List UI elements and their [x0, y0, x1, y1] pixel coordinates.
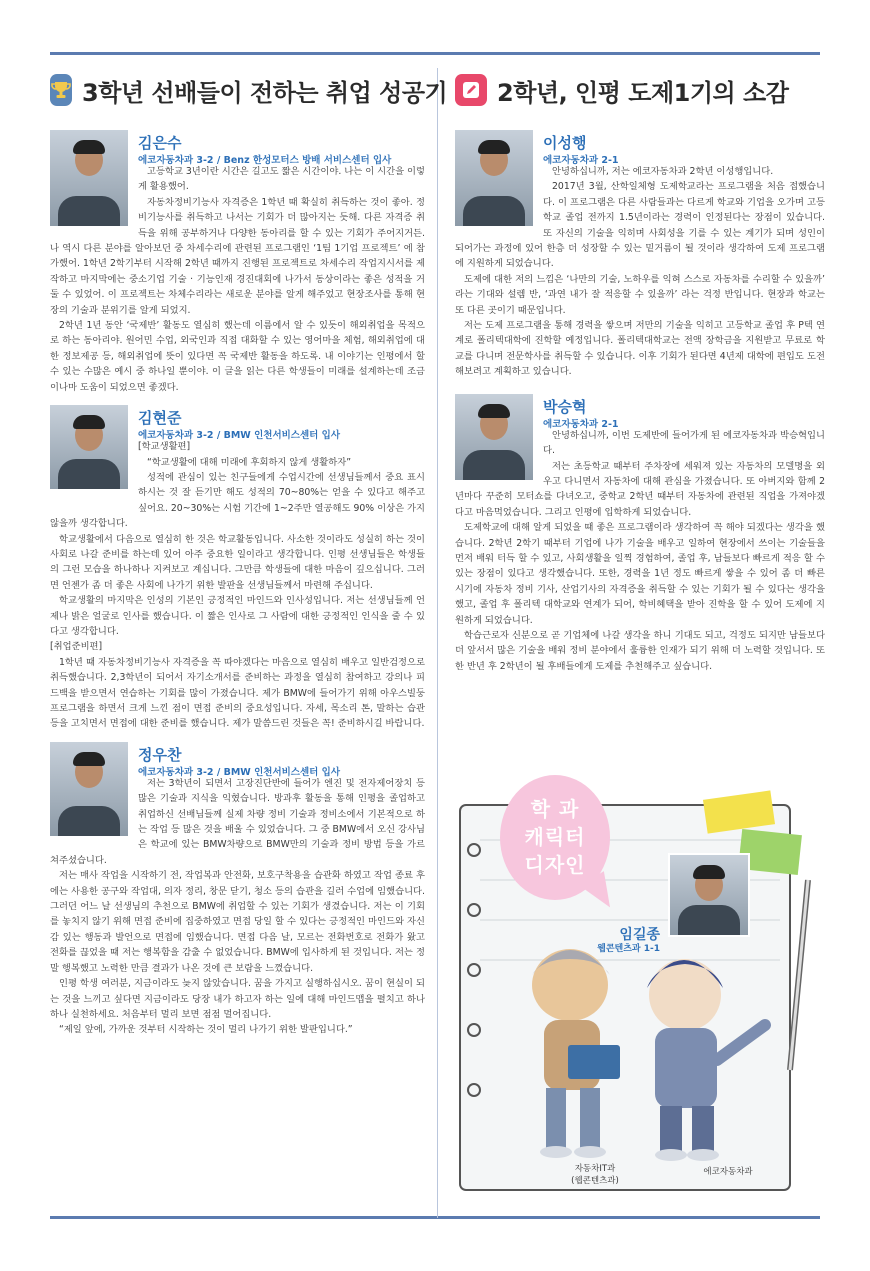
- person-dept: 에코자동차과 3-2 / Benz 한성모터스 방배 서비스센터 입사: [138, 155, 392, 166]
- paragraph: [취업준비편]: [50, 641, 103, 653]
- paragraph: 안녕하십니까, 이번 도제반에 들어가게 된 에코자동차과 박승혁입니다.: [543, 429, 825, 457]
- person-dept: 에코자동차과 3-2 / BMW 인천서비스센터 입사: [138, 430, 340, 442]
- paragraph: 고등학교 3년이란 시간은 길고도 짧은 시간이야. 나는 이 시간을 이렇게 활용했어.: [138, 166, 425, 193]
- paragraph: [학교생활편]: [138, 441, 191, 453]
- portrait-photo: [50, 742, 128, 836]
- paragraph: 저는 매사 작업을 시작하기 전, 작업복과 안전화, 보호구착용을 습관화 하였고 작업 종료 후에는 사용한 공구와 작업대, 의자 정리, 창문 닫기, 청소 등의 습관을 길러 수업에 임했습니다. 그러던 어느 날 선생님의 추천으로 BMW에 취업할 수 있는 기회가 생겼습니다. 저는 이 기회를 놓치지 않기 위해 면접 준비에 집중하였고 면접 당일 할 수 있다는 긍정적인 마인드와 자신감 있는 행동과 발언으로 면접에 임했습니다. 면접 다음 날, 모르는 전화번호로 전화가 왔고 전화를 끊었을 때 저는 행복함을 감출 수 없었습니다. BMW에 입사하게 된 것입니다. 저는 정말 행복했고 노력한 만큼 결과가 나온 것에 큰 보람을 느꼈습니다.: [50, 870, 425, 974]
- paragraph: “제일 앞에, 가까운 것부터 시작하는 것이 멀리 나가기 위한 발판입니다.”: [59, 1024, 353, 1036]
- paragraph: 저는 도제 프로그램을 통해 경력을 쌓으며 저만의 기술을 익히고 고등학교 졸업 후 P텍 연계로 폴리텍대학에 진학할 예정입니다. 폴리텍대학교는 전액 장학금을 지원받고 무료로 학교를 다니며 전문학사를 취득할 수 있습니다. 이후 기회가 된다면 4년제 대학에 편입도 도전해보려고 계획하고 있습니다.: [455, 320, 825, 378]
- person-dept: 에코자동차과 2-1: [543, 418, 619, 430]
- bubble-text: [500, 795, 610, 879]
- bubble-line: 학 과: [530, 797, 580, 821]
- person-dept: 에코자동차과 2-1: [543, 155, 619, 166]
- paragraph: 도제에 대한 저의 느낌은 ‘나만의 기술, 노하우를 익혀 스스로 자동차를 수리할 수 있을까’ 라는 기대와 설렘 반, ‘과연 내가 잘 적응할 수 있을까’ 라는 걱정 반입니다. 현장과 학교는 또 다른 곳이기 때문입니다.: [455, 273, 825, 316]
- designer-dept: 웹콘텐츠과 1-1: [597, 944, 660, 954]
- person-name: 박승혁: [543, 397, 587, 416]
- profile-kim-eunsu: [50, 130, 425, 395]
- right-section-title: 2학년, 인평 도제1기의 소감: [497, 78, 789, 107]
- designer-portrait-photo: [668, 853, 750, 937]
- paragraph: 저는 3학년이 되면서 고장진단반에 들어가 엔진 및 전자제어장치 등 많은 기술과 지식을 익혔습니다. 방과후 활동을 통해 인평을 졸업하고 취업하신 선배님들께 실제 차량 정비 기술과 정비소에서 기본적으로 하는 작업 등 많은 것을 배울 수 있었습니다. 그 중 BMW에서 오신 강사님은 학교에 있는 BMW차량으로 BMW만의 기술과 정비 방법 등을 가르쳐주셨습니다.: [50, 777, 425, 866]
- paragraph: “학교생활에 대해 미래에 후회하지 않게 생활하자”: [147, 456, 352, 468]
- bottom-rule: [50, 1216, 820, 1219]
- right-section-header: [455, 66, 825, 114]
- portrait-photo: [455, 394, 533, 480]
- profile-jeong-uchan: [50, 742, 425, 1038]
- designer-name: 임길종: [619, 927, 660, 943]
- paragraph: 학습근로자 신분으로 곧 기업체에 나갈 생각을 하니 기대도 되고, 걱정도 되지만 남들보다 더 앞서서 많은 기술을 배워 정비 분야에서 훌륭한 인재가 되기 위해 더 노력할 것입니다. 또한 반년 후 2학년이 될 후배들에게 도제를 추천해주고 싶습니다.: [455, 629, 825, 672]
- pencil-note-icon: [455, 74, 487, 106]
- left-section-header: [50, 66, 448, 114]
- person-name: 김은수: [138, 134, 182, 152]
- person-dept: 에코자동차과 3-2 / BMW 인천서비스센터 입사: [138, 766, 340, 778]
- paragraph: 2학년 1년 동안 ‘국제반’ 활동도 열심히 했는데 이름에서 알 수 있듯이 해외취업을 목적으로 하는 동아리야. 원어민 수업, 외국인과 직접 대화할 수 있는 영어마을 체험, 해외취업에 대한 정보제공 등, 해외취업에 뜻이 있다면 꼭 국제반 활동을 하도록. 내 이야기는 인평에서 할 수 있는 수많은 예시 중 하나일 뿐이야. 이 글을 읽는 다른 학생들이 미래를 설계하는데 조금이나마 도움이 되었으면 좋겠다.: [50, 320, 425, 393]
- caption-left: [555, 1163, 635, 1187]
- top-rule: [50, 52, 820, 55]
- person-name: 이성행: [543, 134, 587, 152]
- column-divider: [437, 68, 438, 1218]
- paragraph: 도제학교에 대해 알게 되었을 때 좋은 프로그램이라 생각하여 꼭 해야 되겠다는 생각을 했습니다. 2학년 2학기 때부터 기업에 나가 기술을 배우고 일하여 현장에서 쓰이는 기술들을 먼저 배워 터득 할 수 있고, 사회생활을 일찍 경험하여, 졸업 후, 남들보다 빠르게 적응 할 수 있는 장점이 있다고 생각했습니다. 또한, 경력을 1년 정도 빠르게 쌓을 수 있어 좀 더 빠른 시기에 자동차 정비 기사, 산업기사의 자격증을 취득할 수 있는 기회가 될 수 있다는 생각을 했고, 졸업 후 폴리텍 대학교와 연계가 되어, 학비혜택을 받아 진학을 할 수 있어 도제에 지원하게 되었습니다.: [455, 522, 825, 626]
- portrait-photo: [50, 405, 128, 489]
- profile-park-seunghyeok: [455, 394, 825, 675]
- trophy-icon: [50, 74, 72, 106]
- portrait-photo: [50, 130, 128, 226]
- portrait-photo: [455, 130, 533, 226]
- left-column: [50, 66, 448, 1038]
- profile-lee-seonghaeng: [455, 130, 825, 380]
- left-section-title: 3학년 선배들이 전하는 취업 성공기: [82, 78, 448, 107]
- paragraph: 2017년 3월, 산학일체형 도제학교라는 프로그램을 처음 접했습니다. 이 프로그램은 다른 사람들과는 다르게 학교와 기업을 오가며 고등학교 졸업 전까지 1.5년이라는 경력이 인정된다는 장점이 있습니다. 또 자신의 기술을 익히며 사회성을 기를 수 있는 계기가 되며 성인이 되어가는 과정에 있어 한층 더 성장할 수 있는 밑거름이 될 것이라 생각하여 도제 프로그램에 지원하게 되었습니다.: [455, 181, 825, 270]
- person-name: 김현준: [138, 409, 182, 428]
- paragraph: 저는 초등학교 때부터 주차장에 세워져 있는 자동차의 모델명을 외우고 다니면서 자동차에 대해 관심을 가졌습니다. 또 아버지와 함께 2년마다 꾸준히 모터쇼를 다녀오고, 중학교 2학년 때부터 자동차에 관련된 직업을 가져야겠다고 마음먹었습니다. 그리고 인평에 입학하게 되었습니다.: [455, 460, 825, 518]
- paragraph: 학교생활의 마지막은 인성의 기본인 긍정적인 마인드와 인사성입니다. 저는 선생님들께 언제나 밝은 얼굴로 인사를 했습니다. 이 짧은 인사로 그 사람에 대한 긍정적인 인식을 줄 수 있다고 생각합니다.: [50, 595, 425, 637]
- paragraph: 자동차정비기능사 자격증은 1학년 때 확실히 취득하는 것이 좋아. 정비기능사를 취득하고 나서는 기회가 더 많아지는 듯해. 다른 자격증 취득을 위해 공부하거나 다양한 동아리를 할 수 있는 기회가 주어지거든. 나 역시 다른 분야를 알아보던 중 차세수리에 관련된 프로그램인 ‘1팀 1기업 프로젝트’ 에 참가했어. 1학년 2학기부터 시작해 2학년 때까지 진행된 프로젝트로 차세수리 작업지시서를 제작하고 마지막에는 중소기업 기술 · 기능인재 경진대회에 나가서 동상이라는 좋은 성적을 거둘 수 있었어. 이 프로젝트는 차체수리라는 새로운 분야를 알게 해주었고 현장조사를 통해 현장의 기술과 분위기를 알게 되었지.: [50, 196, 425, 316]
- bubble-line: 캐릭터: [524, 825, 586, 849]
- person-name: 정우찬: [138, 745, 182, 764]
- bubble-line: 디자인: [524, 853, 586, 877]
- right-column: [455, 66, 825, 674]
- paragraph: 인평 학생 여러분, 지금이라도 늦지 않았습니다. 꿈을 가지고 실행하십시오. 꿈이 현실이 되는 것을 느끼고 싶다면 지금이라도 당장 내가 하고자 하는 일에 대해 마인드맵을 펼치고 하나하나 실천하세요. 처음부터 멀리 보면 점점 멀어집니다.: [50, 978, 425, 1020]
- caption-right: 에코자동차과: [703, 1167, 753, 1177]
- caption-line: 자동차IT과: [574, 1164, 616, 1174]
- notebook-illustration: [440, 770, 830, 1210]
- caption-line: (웹콘텐츠과): [571, 1176, 619, 1186]
- profile-kim-hyeonjun: [50, 405, 425, 732]
- paragraph: 학교생활에서 다음으로 열심히 한 것은 학교활동입니다. 사소한 것이라도 성실히 하는 것이 사회로 나갈 준비를 하는데 있어 아주 중요한 일이라고 생각합니다. 인평 선생님들은 학생들의 그런 모습을 하나하나 지켜보고 계십니다. 그만큼 학생들에 대한 마음이 깊으십니다. 그러면 언젠가 좀 더 좋은 사회에 나가기 위한 발판을 선생님들께서 마련해 주십니다.: [50, 533, 425, 591]
- paragraph: 안녕하십니까, 저는 에코자동차과 2학년 이성행입니다.: [552, 166, 774, 177]
- paragraph: 1학년 때 자동차정비기능사 자격증을 꼭 따야겠다는 마음으로 열심히 배우고 일반검정으로 취득했습니다. 2,3학년이 되어서 자기소개서를 준비하는 과정을 열심히 참여하고 강의나 피드백을 받으면서 연습하는 기회를 많이 가졌습니다. 제가 BMW에 들어가기 위해 아우스빌둥 프로그램을 하면서 크게 느낀 점이 면접 준비의 중요성입니다. 자세, 목소리 톤, 말하는 습관 등을 고치면서 면접에 대한 준비를 했습니다. 제가 말씀드린 것들은 꼭! 준비하시길 바랍니다.: [50, 656, 425, 730]
- paragraph: 성적에 관심이 있는 친구들에게 수업시간에 선생님들께서 중요 표시 하시는 것 잘 듣기만 해도 성적의 70~80%는 얻을 수 있다고 해주고 싶어요. 20~30%는 시험 기간에 1~2주만 열공해도 90% 이상은 가지 않을까 생각합니다.: [50, 471, 425, 530]
